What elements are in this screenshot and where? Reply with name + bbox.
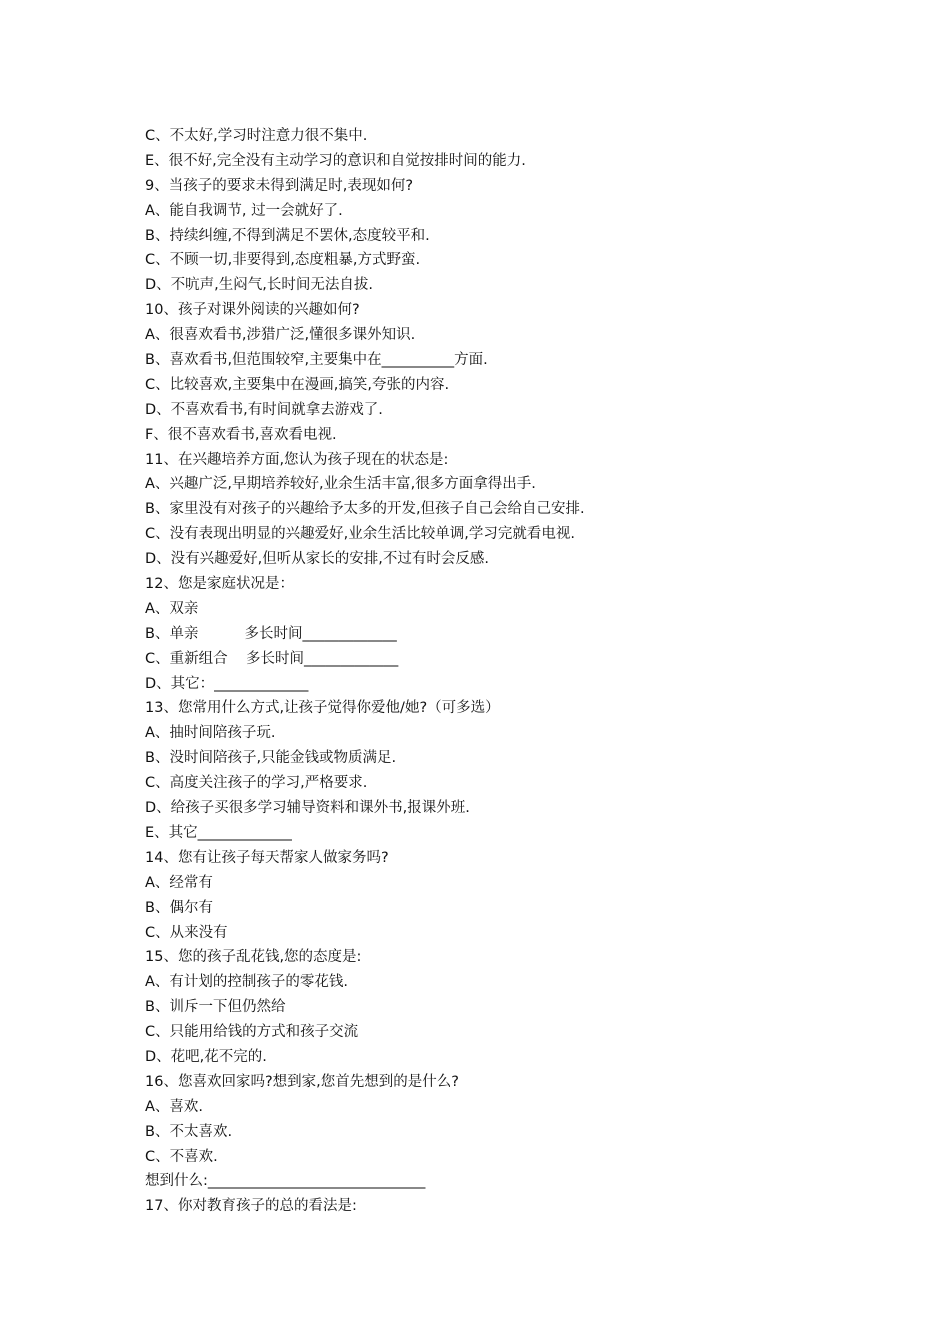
- option-line: D、花吧,花不完的.: [145, 1048, 267, 1065]
- option-line: A、能自我调节, 过一会就好了.: [145, 202, 343, 219]
- option-line: C、不顾一切,非要得到,态度粗暴,方式野蛮.: [145, 252, 421, 269]
- question-13: 13、您常用什么方式,让孩子觉得你爱他/她?（可多选）: [145, 700, 500, 717]
- option-line: C、从来没有: [145, 924, 228, 941]
- option-line: D、给孩子买很多学习辅导资料和课外书,报课外班.: [145, 800, 470, 817]
- option-line: D、不喜欢看书,有时间就拿去游戏了.: [145, 401, 383, 418]
- question-15: 15、您的孩子乱花钱,您的态度是:: [145, 949, 362, 966]
- option-line: D、其它：_____________: [145, 675, 309, 692]
- option-line: B、偶尔有: [145, 899, 213, 916]
- text-line: C、不太好,学习时注意力很不集中.: [145, 128, 368, 144]
- option-line: B、喜欢看书,但范围较窄,主要集中在__________方面.: [145, 352, 488, 369]
- question-14: 14、您有让孩子每天帮家人做家务吗?: [145, 849, 389, 866]
- option-line: D、没有兴趣爱好,但听从家长的安排,不过有时会反感.: [145, 551, 489, 568]
- option-line: A、抽时间陪孩子玩.: [145, 725, 276, 742]
- option-line: C、没有表现出明显的兴趣爱好,业余生活比较单调,学习完就看电视.: [145, 526, 575, 543]
- option-line: C、只能用给钱的方式和孩子交流: [145, 1024, 359, 1041]
- option-line: A、双亲: [145, 600, 199, 617]
- question-10: 10、孩子对课外阅读的兴趣如何?: [145, 302, 360, 319]
- option-line: A、喜欢.: [145, 1098, 204, 1115]
- option-line: B、不太喜欢.: [145, 1123, 233, 1140]
- option-line: F、很不喜欢看书,喜欢看电视.: [145, 426, 337, 443]
- question-11: 11、在兴趣培养方面,您认为孩子现在的状态是:: [145, 451, 449, 468]
- option-line: D、不吭声,生闷气,长时间无法自拔.: [145, 277, 373, 294]
- questionnaire-text: [145, 124, 845, 1219]
- question-17: 17、你对教育孩子的总的看法是:: [145, 1198, 357, 1215]
- option-line: C、高度关注孩子的学习,严格要求.: [145, 775, 368, 792]
- fill-in-line: 想到什么:______________________________: [145, 1173, 426, 1190]
- option-line: B、家里没有对孩子的兴趣给予太多的开发,但孩子自己会给自己安排.: [145, 501, 585, 518]
- option-line: C、比较喜欢,主要集中在漫画,搞笑,夸张的内容.: [145, 376, 450, 393]
- option-line: A、有计划的控制孩子的零花钱.: [145, 974, 349, 991]
- option-line: A、兴趣广泛,早期培养较好,业余生活丰富,很多方面拿得出手.: [145, 476, 536, 493]
- question-16: 16、您喜欢回家吗?想到家,您首先想到的是什么?: [145, 1073, 459, 1090]
- question-9: 9、当孩子的要求未得到满足时,表现如何?: [145, 177, 414, 194]
- option-line: B、训斥一下但仍然给: [145, 999, 286, 1016]
- option-line: A、经常有: [145, 874, 213, 891]
- question-12: 12、您是家庭状况是：: [145, 576, 294, 593]
- option-line: A、很喜欢看书,涉猎广泛,懂很多课外知识.: [145, 327, 416, 344]
- option-line: C、不喜欢.: [145, 1148, 218, 1165]
- option-line: B、持续纠缠,不得到满足不罢休,态度较平和.: [145, 227, 430, 244]
- text-line: E、很不好,完全没有主动学习的意识和自觉按排时间的能力.: [145, 152, 526, 169]
- option-line: C、重新组合 多长时间_____________: [145, 650, 399, 667]
- option-line: B、没时间陪孩子,只能金钱或物质满足.: [145, 750, 397, 767]
- option-line: E、其它_____________: [145, 824, 292, 841]
- option-line: B、单亲 多长时间_____________: [145, 625, 397, 642]
